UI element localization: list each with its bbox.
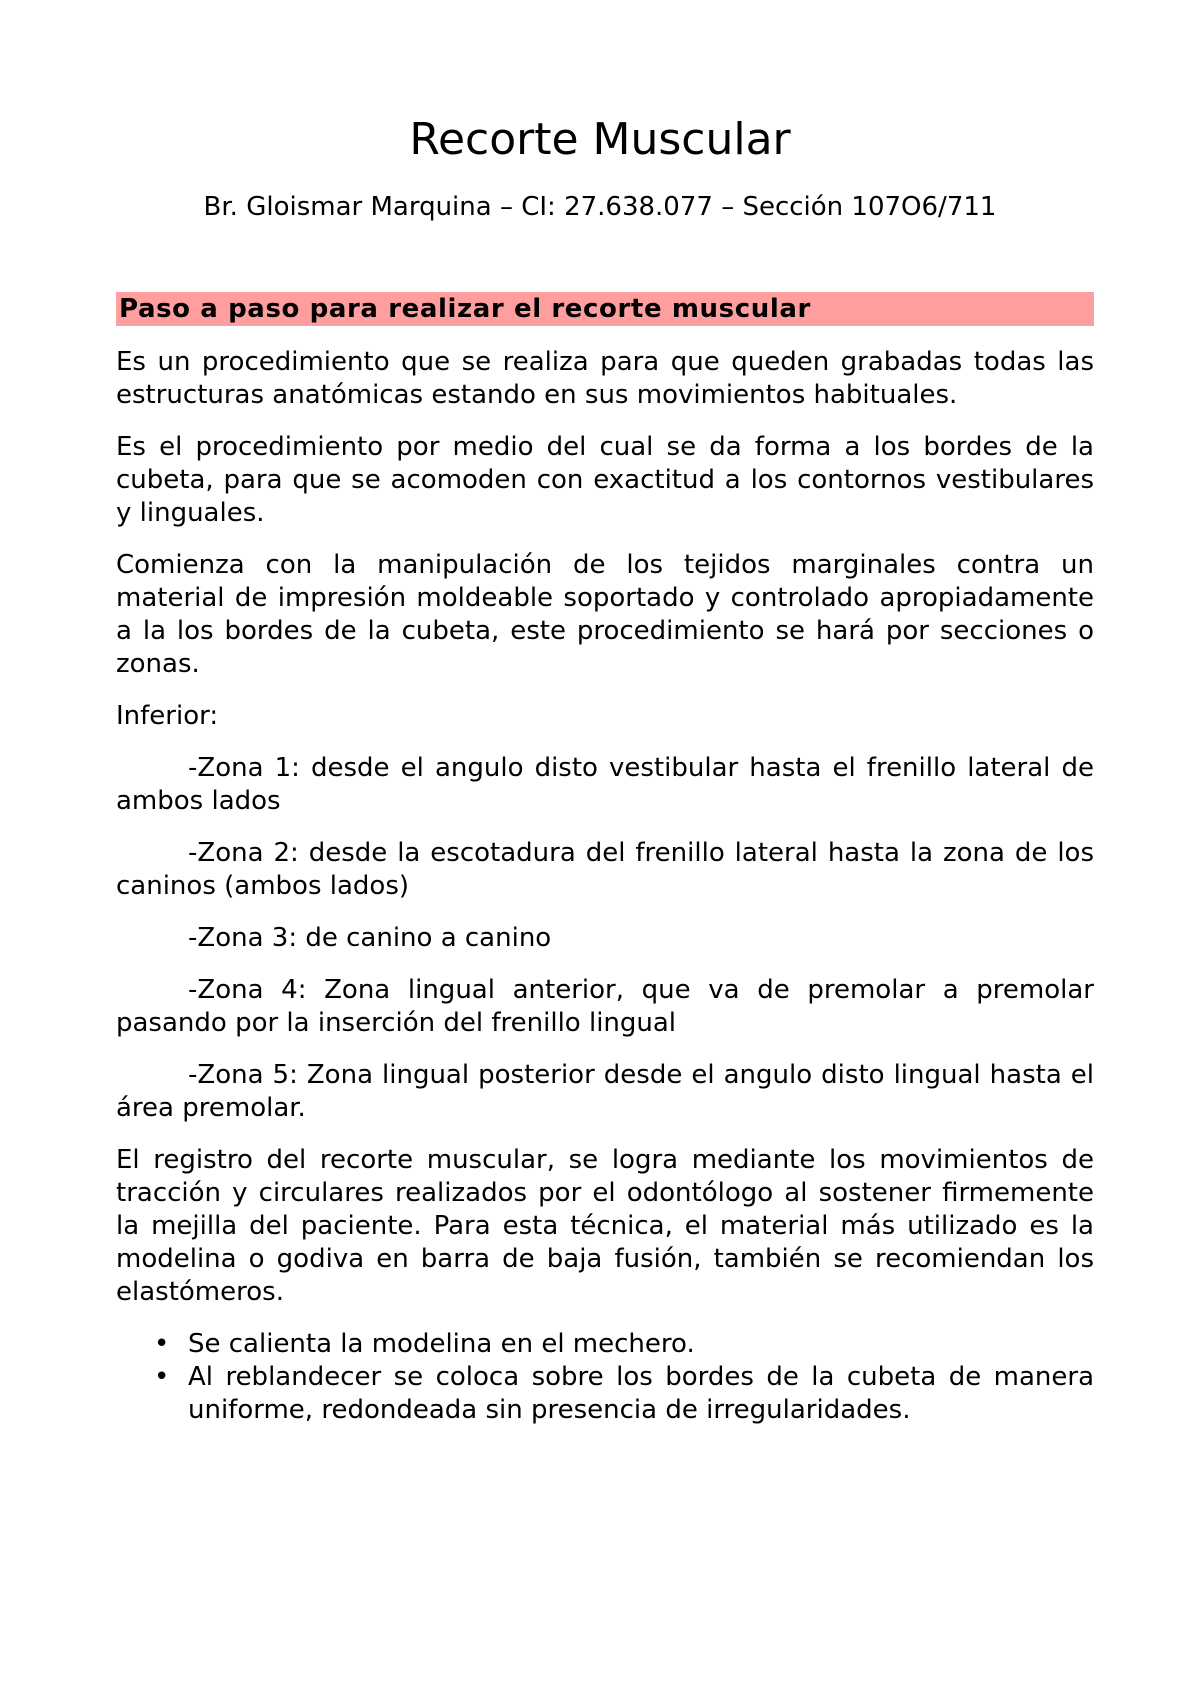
paragraph-procedure: Es el procedimiento por medio del cual se da forma a los bordes de la cubeta, para que se acomoden con exactitud a los contornos vestibulares y linguales. (116, 432, 1094, 528)
section-heading: Paso a paso para realizar el recorte muscular (116, 292, 1094, 326)
bullet-text: Se calienta la modelina en el mechero. (188, 1329, 695, 1359)
author-line: Br. Gloismar Marquina – CI: 27.638.077 – Sección 107O6/711 (203, 192, 997, 222)
bullet-item (116, 1328, 1094, 1361)
zone-1-item: -Zona 1: desde el angulo disto vestibular hasta el frenillo lateral de ambos lados (116, 753, 1094, 816)
paragraph-registro: El registro del recorte muscular, se logra mediante los movimientos de tracción y circulares realizados por el odontólogo al sostener firmemente la mejilla del paciente. Para esta técnica, el material más utilizado es la modelina o godiva en barra de baja fusión, también se recomiendan los elastómeros. (116, 1145, 1094, 1307)
steps-bullet-list (116, 1328, 1094, 1427)
bullet-text: Al reblandecer se coloca sobre los bordes de la cubeta de manera uniforme, redondeada sin presencia de irregularidades. (188, 1362, 1094, 1425)
paragraph-definition: Es un procedimiento que se realiza para que queden grabadas todas las estructuras anatómicas estando en sus movimientos habituales. (116, 347, 1094, 410)
bullet-icon: • (154, 1362, 170, 1392)
zone-5-item: -Zona 5: Zona lingual posterior desde el angulo disto lingual hasta el área premolar. (116, 1060, 1094, 1123)
document-title: Recorte Muscular (409, 114, 791, 165)
bullet-item (116, 1361, 1094, 1427)
zone-3-item: -Zona 3: de canino a canino (188, 923, 552, 953)
zone-2-item: -Zona 2: desde la escotadura del frenillo lateral hasta la zona de los caninos (ambos lados) (116, 838, 1094, 901)
document-body (116, 292, 1094, 1427)
paragraph-inferior-label: Inferior: (116, 701, 219, 731)
bullet-icon: • (154, 1329, 170, 1359)
paragraph-manipulation: Comienza con la manipulación de los tejidos marginales contra un material de impresión moldeable soportado y controlado apropiadamente a la los bordes de la cubeta, este procedimiento se hará por secciones o zonas. (116, 550, 1094, 679)
zone-4-item: -Zona 4: Zona lingual anterior, que va de premolar a premolar pasando por la inserción del frenillo lingual (116, 975, 1094, 1038)
